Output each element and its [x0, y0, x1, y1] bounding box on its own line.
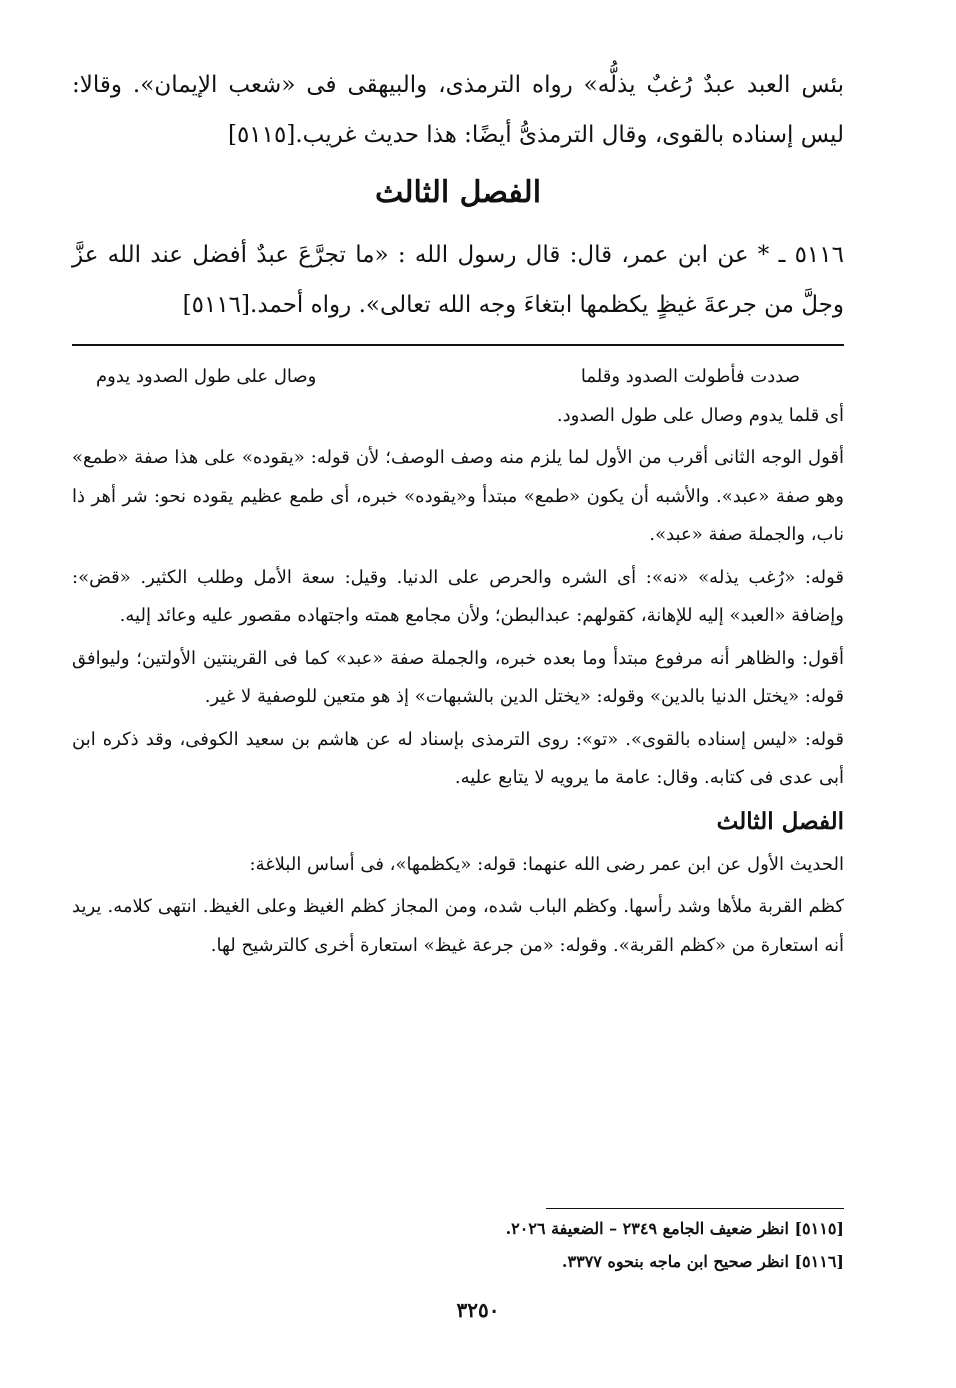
commentary	[72, 358, 844, 965]
footnote-2: [٥١١٦] انظر صحيح ابن ماجه بنحوه ٣٣٧٧.	[561, 1252, 844, 1271]
verse-hemistich-left: وصال على طول الصدود يدوم	[96, 366, 317, 387]
commentary-paragraph-4: أقول: والظاهر أنه مرفوع مبتدأ وما بعده خبره، والجملة صفة «عبد» كما فى القرينتين الأولتين؛ وليوافق قوله: «يختل الدنيا بالدين» وقوله: «يختل الدين بالشبهات» إذ هو متعين للوصفية لا غير.	[72, 647, 844, 707]
commentary-paragraph-1: أى قلما يدوم وصال على طول الصدود.	[556, 404, 844, 426]
commentary-paragraph-3: قوله: «رُغب يذله» «نه»: أى الشره والحرص على الدنيا. وقيل: سعة الأمل وطلب الكثير. «قض»: وإضافة «العبد» إليه للإهانة، كقولهم: عبدالبطن؛ ولأن مجامع همته واجتهاده مقصور عليه وعائد إليه.	[72, 566, 844, 626]
verse-line	[72, 358, 844, 397]
verse-hemistich-right: صددت فأطولت الصدود وقلما	[580, 366, 800, 387]
section-title: الفصل الثالث	[374, 175, 542, 210]
commentary-paragraph-5: قوله: «ليس إسناده بالقوى». «تو»: روى الترمذى بإسناد له عن هاشم بن سعيد الكوفى، وقد ذكره ابن أبى عدى فى كتابه. وقال: عامة ما يرويه لا يتابع عليه.	[72, 728, 844, 788]
page-body	[72, 60, 844, 969]
divider	[72, 344, 844, 346]
footnote-1: [٥١١٥] انظر ضعيف الجامع ٢٣٤٩ – الضعيفة ٢٠٢٦.	[505, 1219, 844, 1238]
hadith-text	[72, 60, 844, 330]
commentary-paragraph-2: أقول الوجه الثانى أقرب من الأول لما يلزم منه وصف الوصف؛ لأن قوله: «يقوده» على هذا صفة «طمع» وهو صفة «عبد». والأشبه أن يكون «طمع» مبتدأ و«يقوده» خبره، أى طمع عظيم يقوده نحو: شر أهر ذا ناب، والجملة صفة «عبد».	[72, 447, 844, 545]
page-number: ٣٢٥٠	[456, 1298, 500, 1322]
hadith-paragraph-1: بئس العبد عبدٌ رُغبٌ يذلُّه» رواه الترمذى، والبيهقى فى «شعب الإيمان». وقالا: ليس إسناده بالقوى، وقال الترمذىُّ أيضًا: هذا حديث غريب.[٥١١٥]	[72, 72, 844, 148]
commentary-paragraph-6: الحديث الأول عن ابن عمر رضى الله عنهما: قوله: «يكظمها»، فى أساس البلاغة:	[249, 853, 844, 875]
footnotes	[244, 1212, 844, 1278]
commentary-section-title: الفصل الثالث	[716, 807, 844, 835]
hadith-paragraph-2: ٥١١٦ ـ * عن ابن عمر، قال: قال رسول الله : «ما تجرَّعَ عبدٌ أفضل عند الله عزَّ وجلَّ من جرعةَ غيظٍ يكظمها ابتغاءَ وجه الله تعالى». رواه أحمد.[٥١١٦]	[72, 242, 844, 318]
footnote-divider	[546, 1208, 844, 1209]
commentary-paragraph-7: كظم القربة ملأها وشد رأسها. وكظم الباب شده، ومن المجاز كظم الغيظ وعلى الغيظ. انتهى كلامه. يريد أنه استعارة من «كظم القربة». وقوله: «من جرعة غيظ» استعارة أخرى كالترشيح لها.	[72, 896, 844, 956]
